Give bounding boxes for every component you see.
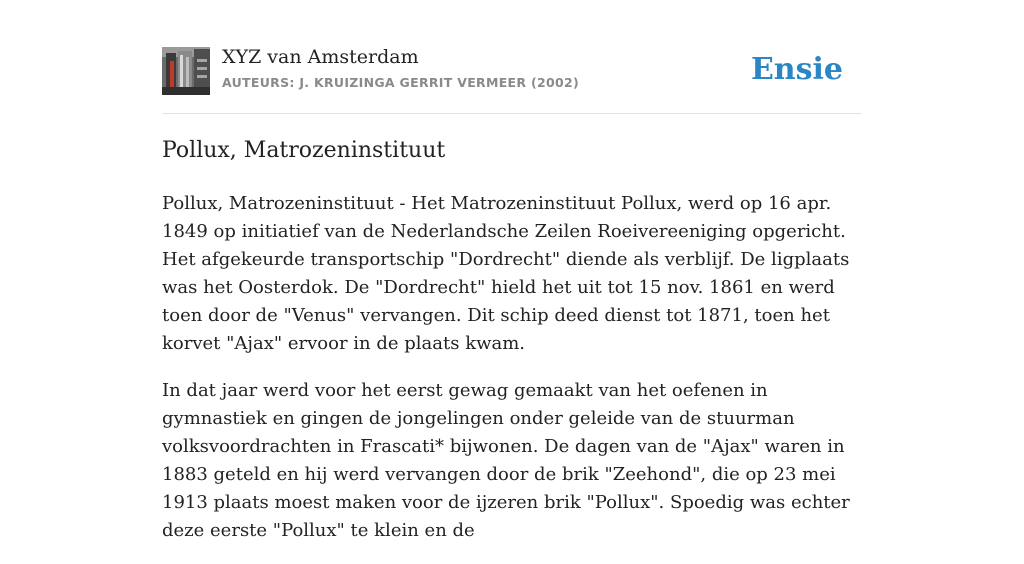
article-title: Pollux, Matrozeninstituut	[162, 138, 446, 163]
source-header	[162, 0, 862, 114]
source-title[interactable]: XYZ van Amsterdam	[222, 46, 419, 68]
article-paragraph: In dat jaar werd voor het eerst gewag gemaakt van het oefenen in gymnastiek en gingen de jongelingen onder geleide van de stuurman volksvoordrachten in Frascati* bijwonen. De dagen van de "Ajax" waren in 1883 geteld en hij werd vervangen door de brik "Zeehond", die op 23 mei 1913 plaats moest maken voor de ijzeren brik "Pollux". Spoedig was echter deze eerste "Pollux" te klein en de	[162, 380, 850, 541]
book-cover-thumbnail-icon	[162, 47, 210, 95]
article-paragraph: Pollux, Matrozeninstituut - Het Matrozeninstituut Pollux, werd op 16 apr. 1849 op initiatief van de Nederlandsche Zeilen Roeivereeniging opgericht. Het afgekeurde transportschip "Dordrecht" diende als verblijf. De ligplaats was het Oosterdok. De "Dordrecht" hield het uit tot 15 nov. 1861 en werd toen door de "Venus" vervangen. Dit schip deed dienst tot 1871, toen het korvet "Ajax" ervoor in de plaats kwam.	[162, 193, 850, 354]
source-authors: AUTEURS: J. KRUIZINGA GERRIT VERMEER (2002)	[222, 75, 579, 90]
article-body	[162, 190, 862, 564]
ensie-logo-link[interactable]: Ensie	[750, 52, 843, 87]
source-avatar[interactable]	[162, 47, 210, 95]
content-container	[162, 0, 862, 541]
